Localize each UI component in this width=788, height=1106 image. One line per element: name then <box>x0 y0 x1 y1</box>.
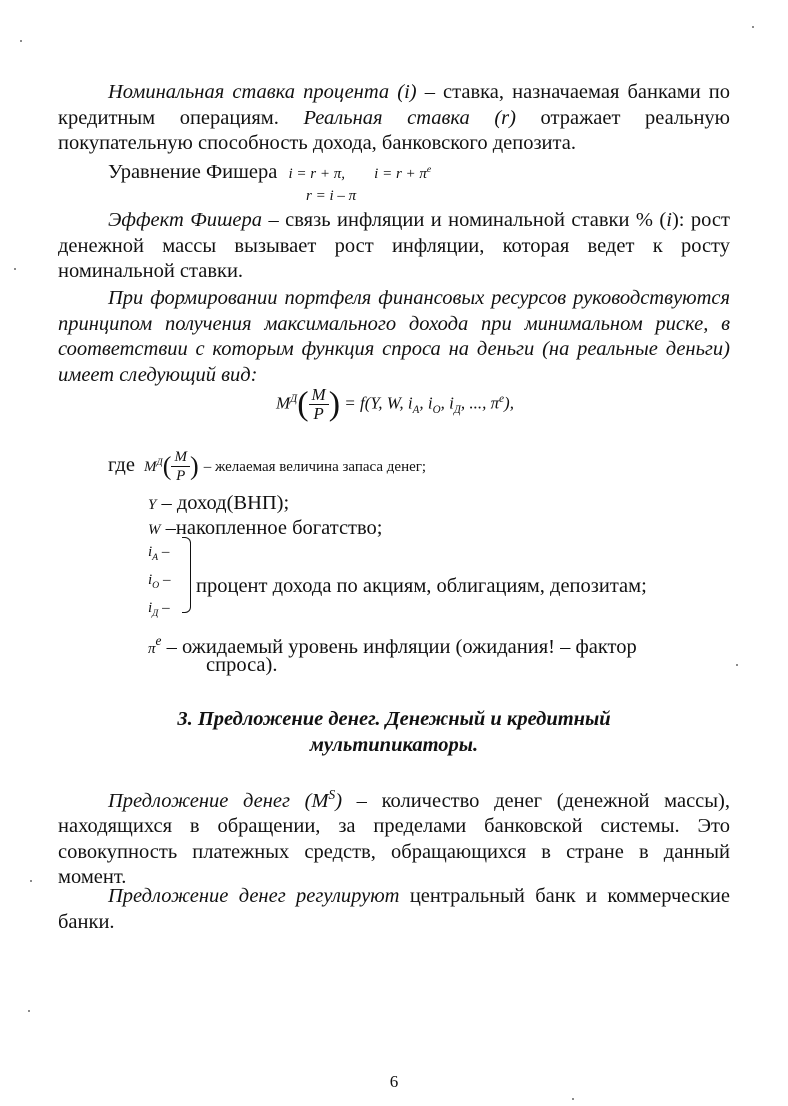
formula-m: M <box>276 393 291 413</box>
formula-sub-a: А <box>412 403 420 416</box>
def-ia-dash: – <box>158 544 170 560</box>
where-desc: – желаемая величина запаса денег; <box>203 459 427 476</box>
text-nominal-def: – ставка, назначаемая банками по кредитным операциям. <box>58 81 731 129</box>
section-heading-line1: 3. Предложение денег. Денежный и кредитный <box>177 708 611 730</box>
scan-speck <box>20 40 22 42</box>
fisher-eq2-sup: e <box>426 164 432 175</box>
def-y <box>148 491 289 518</box>
text-money-supply-def: – количество денег (денежной массы), находящихся в обращении, за пределами банковской системы. Это совокупность платежных средств, обращающихся в стране в данный момент. <box>58 789 731 889</box>
where-line: где $M^Д$( $\frac{M}{P}$ ) – желаемая величина запаса денег; <box>108 449 427 484</box>
scan-speck <box>30 880 32 882</box>
text-real-def: отражает реальную покупательную способность дохода, банковского депозита. <box>58 106 730 154</box>
paragraph-portfolio: При формировании портфеля финансовых ресурсов руководствуются принципом получения максимального дохода при минимальном риске, в соответствии с которым функция спроса на деньги (на реальные деньги) имеет следующий вид: <box>58 287 730 386</box>
where-m-sup: Д <box>156 457 163 469</box>
formula-den: P <box>313 404 324 423</box>
def-pi-sup: e <box>155 633 162 648</box>
def-io-dash: – <box>159 572 171 588</box>
def-io <box>148 568 170 598</box>
where-num: M <box>171 448 190 467</box>
def-id-sym: i <box>148 600 153 616</box>
term-money-supply <box>108 787 343 812</box>
formula-comma1: , i <box>419 393 433 413</box>
symbol-i: i <box>666 209 672 231</box>
def-id-sub: Д <box>152 608 159 619</box>
scan-speck <box>28 1010 30 1012</box>
term-nominal-rate: Номинальная ставка процента (i) <box>108 81 417 103</box>
section-heading-line2: мультипикаторы. <box>309 734 479 756</box>
where-label: где <box>108 454 135 477</box>
def-pi-sym: π <box>148 640 156 657</box>
def-id <box>148 596 170 626</box>
def-io-sub: О <box>152 580 160 591</box>
scan-speck <box>736 664 738 666</box>
term-fisher-effect: Эффект Фишера <box>108 209 263 231</box>
def-id-dash: – <box>158 600 170 616</box>
def-y-text: – доход(ВНП); <box>156 492 290 514</box>
formula-rhs-end: , ..., π <box>460 393 500 413</box>
def-ia-sub: А <box>152 552 159 563</box>
where-fraction <box>171 448 190 485</box>
text-fisher-def-end: ): рост денежной массы вызывает рост инфляции, которая ведет к росту номинальной ставки. <box>58 209 730 282</box>
def-w-sym: W <box>148 522 161 538</box>
formula-tail: , <box>509 393 514 413</box>
def-io-sym: i <box>148 572 153 588</box>
fisher-equation-line <box>108 157 431 187</box>
formula-m-sup: Д <box>290 392 298 405</box>
fisher-eq2 <box>374 166 431 182</box>
fisher-eq2-main: i = r + π <box>374 166 427 182</box>
paragraph-fisher-effect <box>58 208 730 285</box>
paragraph-regulation <box>58 884 730 935</box>
term-money-supply-text: Предложение денег (M <box>108 789 329 812</box>
formula-sub-o: О <box>432 403 441 416</box>
fisher-eq1: i = r + π, <box>288 166 346 182</box>
term-money-supply-sup: S <box>328 787 336 802</box>
right-brace <box>182 537 191 613</box>
def-y-sym: Y <box>148 497 157 513</box>
fisher-label: Уравнение Фишера <box>108 161 278 183</box>
formula-close: ) <box>504 393 510 413</box>
paragraph-money-supply <box>58 782 730 891</box>
def-w-text: –накопленное богатство; <box>160 517 383 539</box>
where-m-sym: M <box>144 459 157 476</box>
page-number: 6 <box>389 1072 399 1091</box>
def-pi-text: – ожидаемый уровень инфляции (ожидания! – фактор <box>161 635 637 658</box>
formula-sub-d: Д <box>453 403 461 416</box>
brace-text: процент дохода по акциям, облигациям, депозитам; <box>196 575 647 597</box>
scan-speck <box>14 268 16 270</box>
formula-comma2: , i <box>440 393 454 413</box>
formula-rhs-start: = f(Y, W, i <box>344 393 413 413</box>
term-money-supply-end: ) <box>335 789 343 812</box>
term-real-rate: Реальная ставка (r) <box>303 106 516 129</box>
where-den: P <box>176 468 186 484</box>
text-regulation: центральный банк и коммерческие банки. <box>58 885 730 933</box>
def-ia <box>148 540 169 570</box>
scan-speck <box>572 1098 574 1100</box>
fisher-eq3: r = i – π <box>306 188 357 204</box>
scan-speck <box>752 26 754 28</box>
money-demand-formula: $M^Д$( $\frac{M}{P}$ ) = f(Y, W, $i_А$, $i_О$, $i_Д$, ..., $\pi^e$), <box>276 385 514 423</box>
text-fisher-def: – связь инфляции и номинальной ставки % ( <box>262 209 667 231</box>
formula-fraction <box>309 386 329 423</box>
term-regulation: Предложение денег регулируют <box>108 885 400 907</box>
def-pi-cont: спроса). <box>206 654 278 676</box>
where-m <box>144 459 163 475</box>
formula-pi-sup: e <box>499 392 505 405</box>
formula-num: M <box>309 386 329 405</box>
paragraph-nominal-rate <box>58 80 730 157</box>
def-ia-sym: i <box>148 544 153 560</box>
